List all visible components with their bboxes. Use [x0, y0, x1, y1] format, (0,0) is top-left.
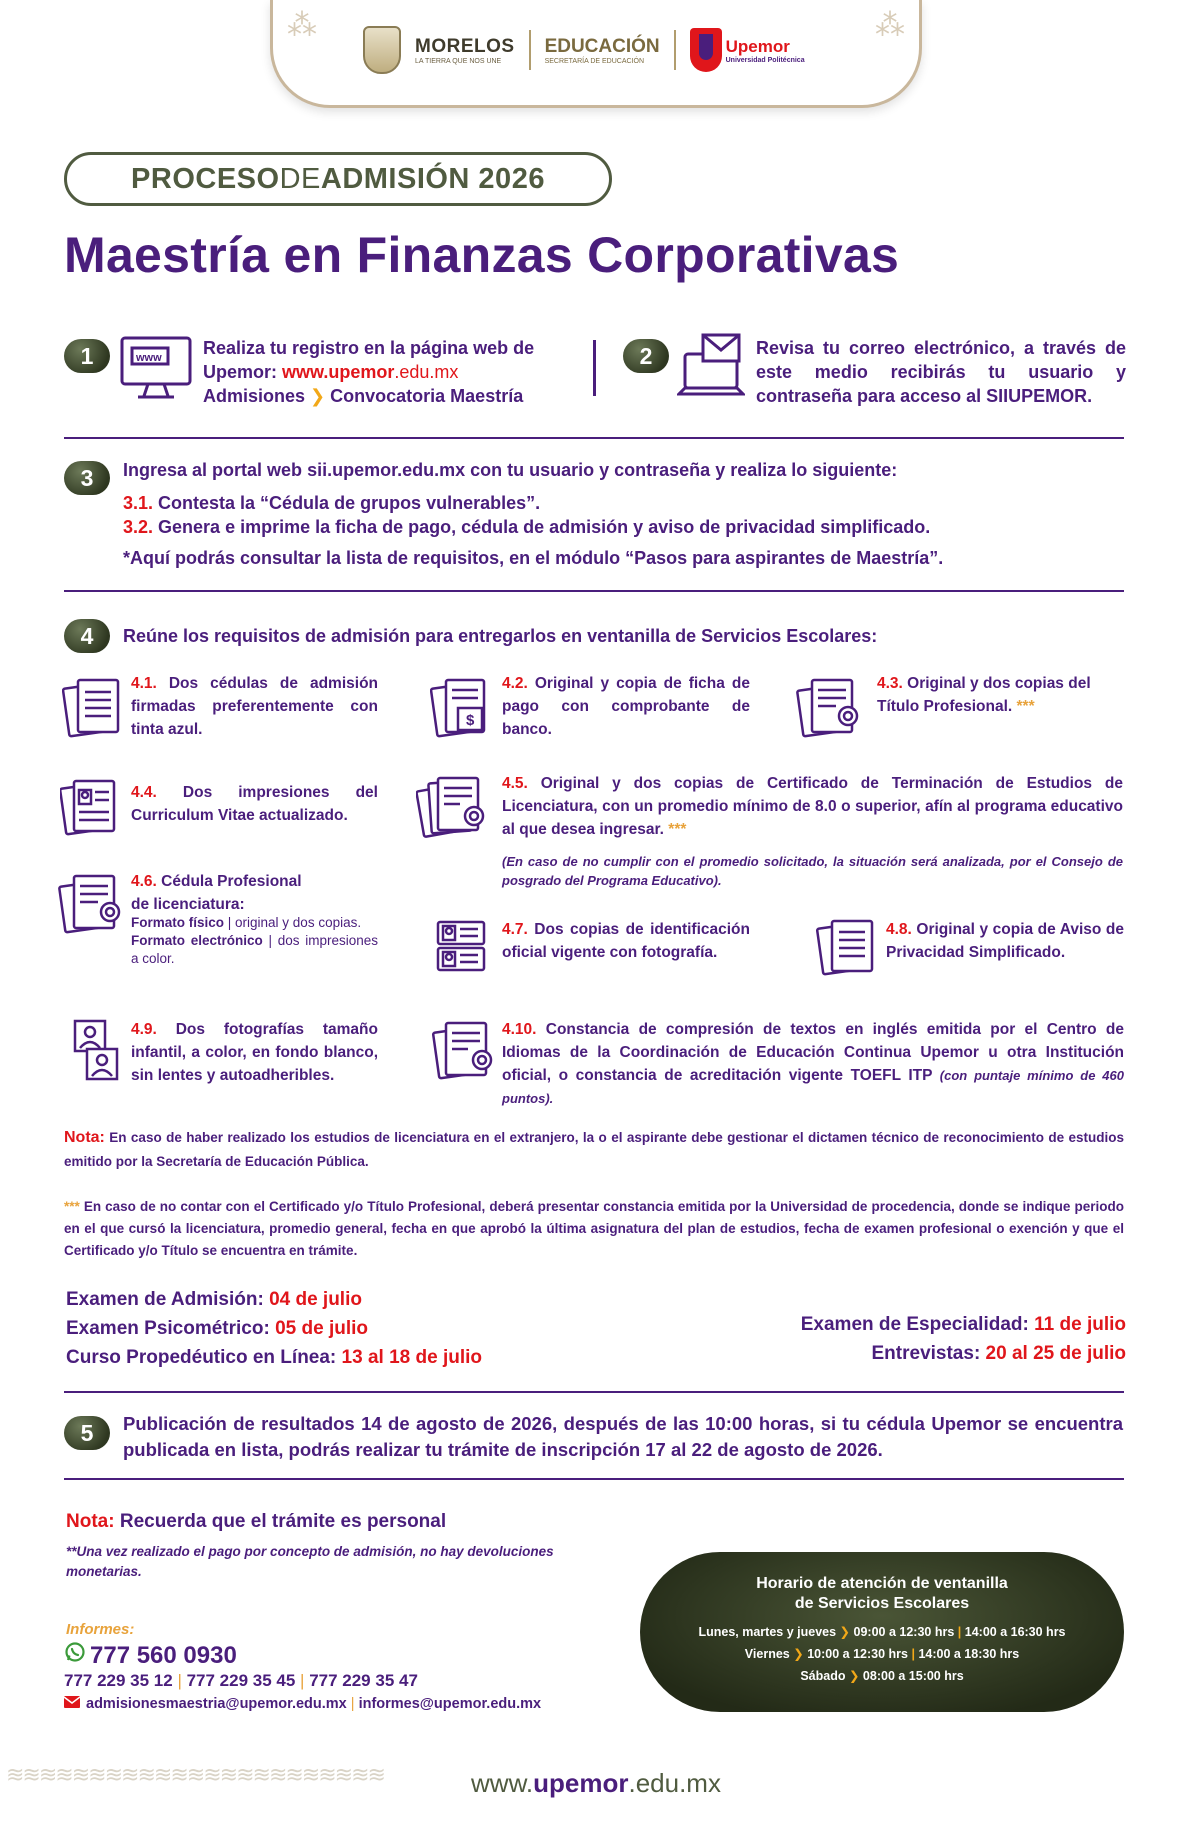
item-text: Original y dos copias de Certificado de Terminación de Estudios de Licenciatura, con un promedio mínimo de 8.0 o superior, afín al programa educativo al que desea ingresar.	[502, 775, 1123, 838]
req-4-4	[131, 781, 378, 827]
nota-label: Nota:	[64, 1129, 105, 1146]
req-4-5	[502, 772, 1123, 841]
hours-title: de Servicios Escolares	[794, 1595, 970, 1612]
whatsapp-number[interactable]: 777 560 0930	[90, 1641, 237, 1669]
item-text: Dos copias de identificación oficial vigente con fotografía.	[502, 921, 750, 961]
text: , si tu cédula Upemor se encuentra publicada en lista, podrás realizar tu trámite de inscripción	[123, 1413, 1123, 1460]
emails-row	[64, 1696, 541, 1712]
step2-text-c: para acceso al SIIUPEMOR.	[852, 386, 1093, 406]
item-text: Original y copia de ficha de pago con comprobante de banco.	[502, 675, 750, 738]
morelos-logo	[415, 36, 515, 65]
req-4-1	[131, 672, 378, 741]
office-hours-box	[640, 1552, 1124, 1712]
certificate-icon	[796, 676, 862, 740]
item-number: 4.5.	[502, 775, 528, 792]
format-text: | original y dos copias.	[224, 915, 362, 930]
item-text: de licenciatura:	[131, 896, 245, 913]
hours-day: Sábado	[800, 1669, 846, 1683]
logo-row	[363, 26, 805, 74]
document-stack-icon	[816, 918, 876, 976]
date-label: Examen Psicométrico:	[66, 1318, 276, 1339]
whatsapp-row	[64, 1641, 237, 1670]
item-text: Original y copia de Aviso de Privacidad Simplificado.	[886, 921, 1124, 961]
decorative-pattern-icon: ⁂	[875, 9, 905, 42]
certificate-icon	[58, 872, 124, 936]
divider	[64, 1478, 1124, 1480]
item-number: 4.6.	[131, 873, 157, 890]
separator: |	[911, 1647, 915, 1661]
item-text: Genera e imprime la ficha de pago, cédula de admisión y aviso de privacidad simplificado.	[153, 517, 931, 537]
step2-credentials: usuario y contraseña	[756, 362, 1127, 406]
nota-certificado	[64, 1196, 1124, 1262]
inscription-date: 17 al 22 de agosto de 2026.	[645, 1439, 883, 1460]
hours-range: 14:00 a 18:30 hrs	[918, 1647, 1020, 1661]
req-4-3	[877, 672, 1125, 718]
breadcrumb-convocatoria: Convocatoria Maestría	[330, 386, 524, 406]
chevron-right-icon: ❯	[793, 1647, 804, 1661]
process-pill	[64, 152, 612, 206]
item-number: 4.7.	[502, 921, 528, 938]
nota-label: Nota:	[66, 1511, 115, 1532]
date-label: Curso Propedéutico en Línea:	[66, 1347, 342, 1368]
photos-icon	[72, 1018, 120, 1082]
nota-text: En caso de haber realizado los estudios de licenciatura en el extranjero, la o el aspirante debe gestionar el dictamen técnico de reconocimiento de estudios emitido por la Secretaría de Educación Pública.	[64, 1130, 1124, 1169]
item-number: 4.9.	[131, 1021, 157, 1038]
curriculum-icon	[60, 778, 118, 836]
format-label: Formato electrónico	[131, 933, 263, 948]
step-number-2: 2	[623, 339, 669, 373]
footer-url[interactable]	[0, 1768, 1192, 1799]
stars-marker: ***	[668, 821, 687, 838]
item-text: Dos cédulas de admisión firmadas preferentemente con tinta azul.	[131, 675, 378, 738]
separator: |	[346, 1696, 359, 1712]
informes-label: Informes:	[66, 1621, 135, 1638]
date-value: 13 al 18 de julio	[341, 1347, 482, 1368]
date-value: 04 de julio	[269, 1289, 362, 1310]
payment-slip-icon	[430, 676, 490, 738]
item-text: Dos fotografías tamaño infantil, a color, en fondo blanco, sin lentes y autoadheribles.	[131, 1021, 378, 1084]
req-4-2	[502, 672, 750, 741]
req-4-9	[131, 1018, 378, 1087]
format-text: | dos impresiones a color.	[131, 933, 378, 966]
hours-day: Lunes, martes y jueves	[698, 1625, 837, 1639]
item-number: 4.4.	[131, 784, 157, 801]
upemor-name: Upemor	[725, 36, 790, 56]
hours-row	[640, 1624, 1124, 1639]
item-text: Constancia de compresión de textos en inglés emitida por el Centro de Idiomas de la Coordinación de Educación Continua Upemor u otra Institución oficial, o constancia de acreditación vigente TOEFL ITP	[502, 1021, 1124, 1084]
mail-icon	[64, 1696, 80, 1712]
req-4-7	[502, 918, 750, 964]
laptop-mail-icon	[677, 332, 745, 402]
step-number-4: 4	[64, 619, 110, 653]
url-part: upemor	[533, 1768, 629, 1798]
educacion-name: EDUCACIÓN	[544, 35, 660, 57]
pill-text-2: DE	[279, 162, 321, 195]
date-value: 05 de julio	[275, 1318, 369, 1339]
step3-intro	[123, 458, 1123, 482]
date-label: Entrevistas:	[871, 1343, 986, 1364]
nota-text: Recuerda que el trámite es personal	[114, 1511, 447, 1532]
stars-marker: ***	[64, 1199, 80, 1214]
chevron-right-icon: ❯	[310, 386, 326, 406]
url-part: www.	[471, 1768, 534, 1798]
item-number: 4.10.	[502, 1021, 537, 1038]
text: , después de las	[552, 1413, 706, 1434]
hours-range: 09:00 a 12:30 hrs	[853, 1625, 955, 1639]
chevron-right-icon: ❯	[839, 1625, 851, 1639]
bottom-nota	[66, 1511, 446, 1533]
result-date: 14 de agosto de 2026	[361, 1413, 553, 1434]
morelos-name: MORELOS	[415, 35, 515, 57]
divider	[64, 1391, 1124, 1393]
divider	[64, 437, 1124, 439]
item-number: 3.1.	[123, 493, 154, 513]
svg-text:$: $	[466, 712, 475, 729]
nota-text: En caso de no contar con el Certificado y/o Título Profesional, deberá presentar constancia emitida por la Universidad de procedencia, donde se indique periodo en el que cursó la licenciatura, promedio general, fecha en que aprobó la última asignatura del plan de estudios, fecha de examen profesional o exención y que el Certificado y/o Título se encuentra en trámite.	[64, 1199, 1124, 1258]
divider	[674, 30, 676, 70]
morelos-shield-icon	[363, 26, 401, 74]
text: “Pasos para aspirantes de Maestría”	[625, 548, 939, 568]
dates-left	[66, 1285, 482, 1372]
separator: |	[957, 1625, 962, 1639]
pill-text-1: PROCESO	[131, 162, 280, 195]
item-text: Dos impresiones del Curriculum Vitae actualizado.	[131, 784, 378, 824]
hours-range: 14:00 a 16:30 hrs	[964, 1625, 1066, 1639]
date-label: Examen de Admisión:	[66, 1289, 270, 1310]
item-text: Original y dos copias del Título Profesional.	[877, 675, 1091, 715]
id-card-icon	[434, 918, 490, 974]
item-text-italic: (con puntaje mínimo de 460 puntos).	[502, 1068, 1124, 1106]
pill-text-3: ADMISIÓN 2026	[320, 162, 545, 195]
nota-extranjero	[64, 1126, 1124, 1174]
hours-day: Viernes	[744, 1647, 790, 1661]
hours-range: 10:00 a 12:30 hrs	[807, 1647, 908, 1661]
text: *Aquí podrás consultar la lista de requisitos, en el módulo	[123, 548, 626, 568]
req-4-10	[502, 1018, 1124, 1110]
req-4-5-note: (En caso de no cumplir con el promedio solicitado, la situación será analizada, por el Consejo de posgrado del Programa Educativo).	[502, 854, 1123, 888]
item-number: 4.2.	[502, 675, 528, 692]
document-stack-icon	[62, 676, 122, 738]
web-monitor-icon	[118, 334, 194, 402]
text: contraseña	[614, 460, 711, 480]
educacion-sub: SECRETARÍA DE EDUCACIÓN	[544, 57, 645, 65]
item-number: 4.3.	[877, 675, 903, 692]
phones-row	[64, 1671, 418, 1691]
chevron-right-icon: ❯	[848, 1669, 860, 1683]
item-text: Cédula Profesional	[156, 873, 302, 890]
step-number-3: 3	[64, 461, 110, 495]
step5-text	[123, 1411, 1123, 1463]
url-part: upemor	[328, 362, 395, 382]
divider	[529, 30, 531, 70]
divider	[593, 340, 596, 396]
upemor-logo	[690, 28, 805, 72]
upemor-label: Upemor	[203, 362, 272, 382]
date-label: Examen de Especialidad:	[800, 1314, 1035, 1335]
hours-row	[640, 1668, 1124, 1683]
separator: |	[295, 1671, 310, 1690]
email-admisiones[interactable]: admisionesmaestria@upemor.edu.mx	[86, 1696, 347, 1712]
stars-marker: ***	[1016, 698, 1035, 715]
separator: |	[172, 1671, 187, 1690]
result-time: 10:00 horas	[705, 1413, 810, 1434]
format-label: Formato físico	[131, 915, 225, 930]
phone-number[interactable]: 777 229 35 47	[309, 1671, 418, 1690]
colon: :	[271, 362, 283, 382]
text: Publicación de resultados	[123, 1413, 362, 1434]
step2-text-a: Revisa tu correo electrónico, a través de este medio recibirás tu	[756, 338, 1126, 382]
text: con tu	[465, 460, 530, 480]
page-title: Maestría en Finanzas Corporativas	[64, 227, 900, 283]
hours-title: Horario de atención de ventanilla	[756, 1575, 1008, 1592]
url-part: .edu.mx	[628, 1768, 721, 1798]
date-value: 20 al 25 de julio	[985, 1343, 1126, 1364]
educacion-logo	[545, 36, 660, 65]
morelos-tagline: LA TIERRA QUE NOS UNE	[415, 57, 502, 65]
step4-intro: Reúne los requisitos de admisión para entregarlos en ventanilla de Servicios Escolares:	[123, 626, 878, 646]
step1-text	[203, 336, 573, 408]
decorative-pattern-icon: ⁂	[287, 9, 317, 42]
portal-url: sii.upemor.edu.mx	[307, 460, 466, 480]
step-number-5: 5	[64, 1416, 110, 1450]
upemor-u-icon	[690, 28, 722, 72]
phone-number[interactable]: 777 229 35 12	[64, 1671, 173, 1690]
header-logo-tab	[270, 0, 922, 108]
step3-note	[123, 546, 1123, 570]
url-part: .edu.mx	[394, 362, 459, 382]
text: usuario	[529, 460, 595, 480]
item-number: 4.1.	[131, 675, 157, 692]
hours-range: 08:00 a 15:00 hrs	[862, 1669, 964, 1683]
step3-items	[123, 491, 1123, 539]
step2-text	[756, 336, 1126, 408]
text: Ingresa al portal web	[123, 460, 308, 480]
certificate-icon	[432, 1020, 494, 1080]
decorative-pattern-icon: ≋≋≋≋≋≋≋≋≋≋≋≋≋≋≋≋≋≋≋≋≋≋≋	[6, 1762, 384, 1787]
upemor-sub: Universidad Politécnica	[725, 56, 805, 64]
item-text: Contesta la “Cédula de grupos vulnerables”.	[153, 493, 541, 513]
date-value: 11 de julio	[1034, 1314, 1126, 1335]
phone-number[interactable]: 777 229 35 45	[186, 1671, 296, 1690]
step-number-1: 1	[64, 339, 110, 373]
text: .	[938, 548, 944, 568]
item-number: 3.2.	[123, 517, 154, 537]
breadcrumb-admisiones: Admisiones	[203, 386, 306, 406]
req-4-6-formats	[131, 914, 378, 968]
item-number: 4.8.	[886, 921, 912, 938]
email-informes[interactable]: informes@upemor.edu.mx	[358, 1696, 542, 1712]
text: y realiza lo siguiente:	[710, 460, 898, 480]
req-4-6	[131, 870, 378, 916]
certificate-icon	[416, 774, 488, 842]
url-part: www.	[282, 362, 329, 382]
step1-line1: Realiza tu registro en la página web de	[203, 338, 535, 358]
refund-note: **Una vez realizado el pago por concepto de admisión, no hay devoluciones monetarias.	[66, 1544, 554, 1579]
divider	[64, 590, 1124, 592]
svg-text:www: www	[136, 352, 162, 364]
req-4-8	[886, 918, 1124, 964]
hours-row	[640, 1646, 1124, 1661]
text: y	[594, 460, 615, 480]
dates-right	[801, 1310, 1126, 1368]
whatsapp-icon	[64, 1641, 86, 1670]
